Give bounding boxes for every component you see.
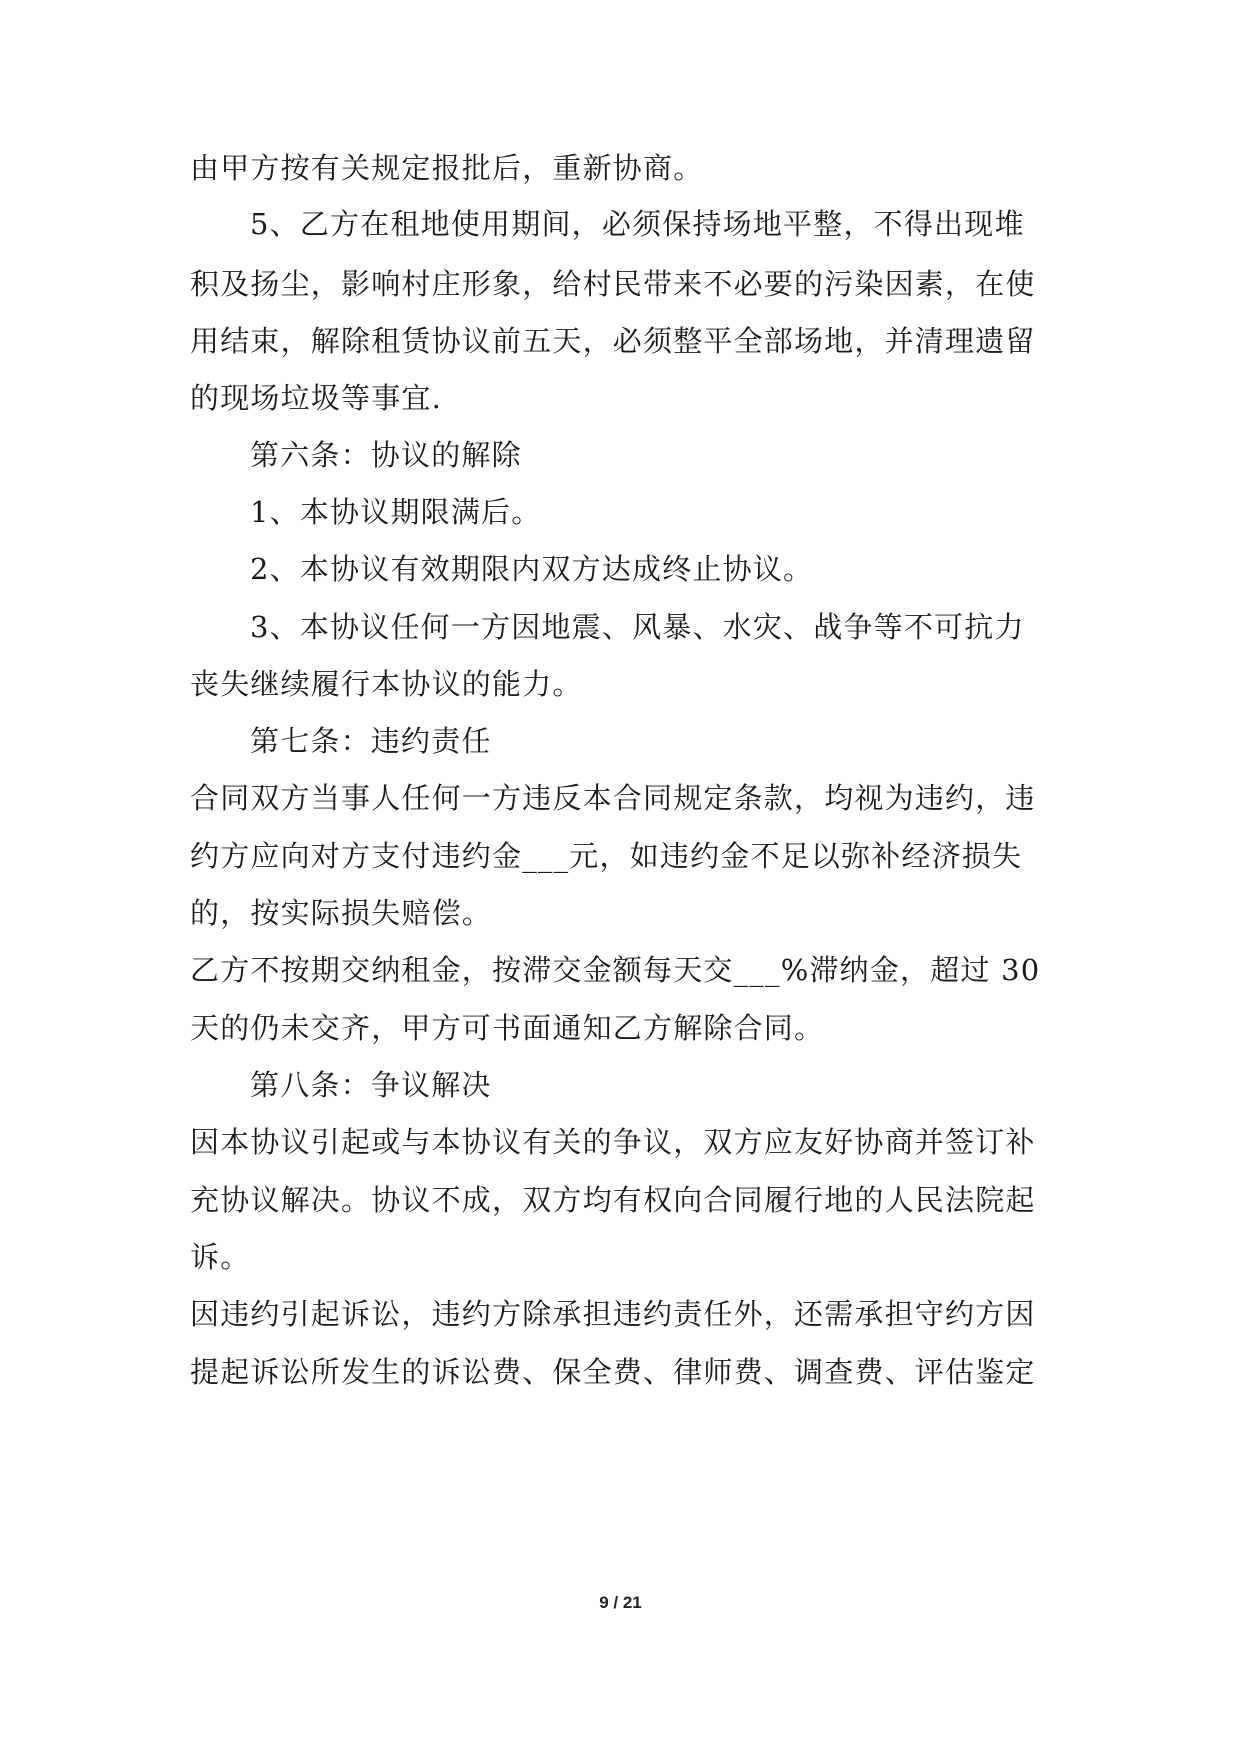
text-line: 5、乙方在租地使用期间，必须保持场地平整，不得出现堆 [250,207,1025,241]
section-heading: 第六条：协议的解除 [250,438,522,472]
text-line: 合同双方当事人任何一方违反本合同规定条款，均视为违约，违 [190,781,1036,815]
text-line: 提起诉讼所发生的诉讼费、保全费、律师费、调查费、评估鉴定 [190,1355,1036,1389]
text-line: 因本协议引起或与本协议有关的争议，双方应友好协商并签订补 [190,1125,1036,1159]
text-line: 诉。 [190,1240,251,1274]
text-line: 约方应向对方支付违约金___元，如违约金不足以弥补经济损失 [190,839,1023,873]
text-line: 2、本协议有效期限内双方达成终止协议。 [250,552,814,586]
text-line: 乙方不按期交纳租金，按滞交金额每天交___%滞纳金，超过 30 [190,953,1041,987]
text-line: 充协议解决。协议不成，双方均有权向合同履行地的人民法院起 [190,1183,1036,1217]
section-heading: 第八条：争议解决 [250,1068,492,1102]
text-line: 1、本协议期限满后。 [250,495,542,529]
text-line: 天的仍未交齐，甲方可书面通知乙方解除合同。 [190,1011,825,1045]
text-line: 丧失继续履行本协议的能力。 [190,667,583,701]
text-line: 积及扬尘，影响村庄形象，给村民带来不必要的污染因素，在使 [190,267,1036,301]
text-line: 3、本协议任何一方因地震、风暴、水灾、战争等不可抗力 [250,610,1025,644]
text-line: 的现场垃圾等事宜. [190,381,443,415]
text-line: 用结束，解除租赁协议前五天，必须整平全部场地，并清理遗留 [190,324,1036,358]
page-number: 9 / 21 [599,1593,642,1612]
text-line: 由甲方按有关规定报批后，重新协商。 [190,151,704,185]
section-heading: 第七条：违约责任 [250,724,492,758]
text-line: 的，按实际损失赔偿。 [190,896,493,930]
text-line: 因违约引起诉讼，违约方除承担违约责任外，还需承担守约方因 [190,1297,1036,1331]
